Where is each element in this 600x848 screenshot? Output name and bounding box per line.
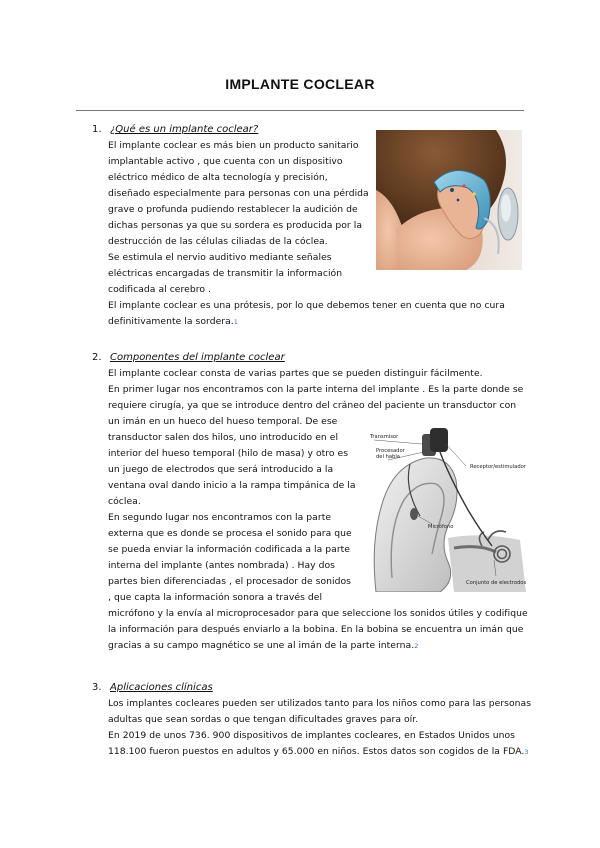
s2-line: ventana oval dando inicio a la rampa timpánica de la bbox=[108, 480, 356, 491]
label-processor-1: Procesador bbox=[376, 448, 405, 454]
s1-line: destrucción de las células ciliadas de la cóclea. bbox=[108, 236, 328, 247]
section-2-title: Componentes del implante coclear bbox=[110, 352, 285, 363]
label-transmitter: Transmisor bbox=[370, 434, 399, 440]
s2-line: cóclea. bbox=[108, 496, 141, 507]
s2-line: partes bien diferenciadas , el procesador de sonidos bbox=[108, 576, 351, 587]
section-1-number: 1. bbox=[92, 124, 102, 135]
s1-line: definitivamente la sordera. bbox=[108, 316, 234, 327]
s2-line: requiere cirugía, ya que se introduce dentro del cráneo del paciente un transductor con bbox=[108, 400, 517, 411]
s1-last-line bbox=[108, 314, 238, 330]
section-1-title: ¿Qué es un implante coclear? bbox=[110, 124, 259, 135]
s2-line: , que capta la información sonora a través del bbox=[108, 592, 323, 603]
label-electrodes: Conjunto de electrodos bbox=[466, 580, 526, 586]
s1-line: codificada al cerebro . bbox=[108, 284, 211, 295]
s2-line: externa que es donde se procesa el sonido para que bbox=[108, 528, 352, 539]
s1-line: El implante coclear es una prótesis, por lo que debemos tener en cuenta que no cura bbox=[108, 300, 505, 311]
child-implant-photo bbox=[376, 130, 522, 270]
s2-line: micrófono y la envía al microprocesador para que seleccione los sonidos útiles y codifique bbox=[108, 608, 528, 619]
s2-line: interior del hueso temporal (hilo de masa) y otro es bbox=[108, 448, 349, 459]
section-3-title: Aplicaciones clínicas bbox=[110, 682, 213, 693]
s3-line: Los implantes cocleares pueden ser utilizados tanto para los niños como para las personas bbox=[108, 698, 532, 709]
s3-last-line bbox=[108, 744, 529, 760]
label-microphone: Micrófono bbox=[428, 524, 454, 530]
s1-line: diseñado especialmente para personas con una pérdida bbox=[108, 188, 369, 199]
section-2-heading bbox=[92, 350, 285, 366]
s3-line: En 2019 de unos 736. 900 dispositivos de implantes cocleares, en Estados Unidos unos bbox=[108, 730, 515, 741]
s2-line: En segundo lugar nos encontramos con la parte bbox=[108, 512, 332, 523]
s2-line: la información para después enviarlo a la bobina. En la bobina se encuentra un imán que bbox=[108, 624, 524, 635]
s1-line: Se estimula el nervio auditivo mediante señales bbox=[108, 252, 332, 263]
section-3-heading bbox=[92, 680, 213, 696]
s1-line: El implante coclear es más bien un producto sanitario bbox=[108, 140, 359, 151]
label-receiver: Receptor/estimulador bbox=[470, 464, 526, 470]
s3-line: 118.100 fueron puestos en adultos y 65.000 en niños. Estos datos son cogidos de la FDA. bbox=[108, 746, 525, 757]
footnote-ref-1[interactable]: 1 bbox=[233, 318, 238, 326]
s1-line: dichas personas ya que su sordera es producida por la bbox=[108, 220, 363, 231]
s1-line: grave o profunda pudiendo restablecer la audición de bbox=[108, 204, 358, 215]
s2-last-line bbox=[108, 638, 418, 654]
document-title: IMPLANTE COCLEAR bbox=[225, 76, 375, 92]
s3-line: adultas que sean sordas o que tengan dificultades graves para oír. bbox=[108, 714, 419, 725]
s2-line: se pueda enviar la información codificada a la parte bbox=[108, 544, 350, 555]
section-1-heading bbox=[92, 122, 258, 138]
section-3-number: 3. bbox=[92, 682, 102, 693]
s1-line: eléctrico médico de alta tecnología y precisión, bbox=[108, 172, 328, 183]
s1-line: implantable activo , que cuenta con un dispositivo bbox=[108, 156, 343, 167]
s2-line: El implante coclear consta de varias partes que se pueden distinguir fácilmente. bbox=[108, 368, 483, 379]
footnote-ref-2[interactable]: 2 bbox=[414, 642, 419, 650]
s2-line: En primer lugar nos encontramos con la parte interna del implante . Es la parte donde se bbox=[108, 384, 524, 395]
title-divider bbox=[76, 110, 524, 111]
s2-line: transductor salen dos hilos, uno introducido en el bbox=[108, 432, 339, 443]
s2-line: un juego de electrodos que será introducido a la bbox=[108, 464, 334, 475]
s2-line: gracias a su campo magnético se une al imán de la parte interna. bbox=[108, 640, 415, 651]
s2-line: un imán en un hueco del hueso temporal. De ese bbox=[108, 416, 338, 427]
s1-line: eléctricas encargadas de transmitir la información bbox=[108, 268, 343, 279]
ear-implant-diagram bbox=[370, 428, 526, 592]
section-2-number: 2. bbox=[92, 352, 102, 363]
label-processor-2: del habla bbox=[376, 454, 400, 460]
s2-line: interna del implante (antes nombrada) . Hay dos bbox=[108, 560, 336, 571]
footnote-ref-3[interactable]: 3 bbox=[524, 748, 529, 756]
